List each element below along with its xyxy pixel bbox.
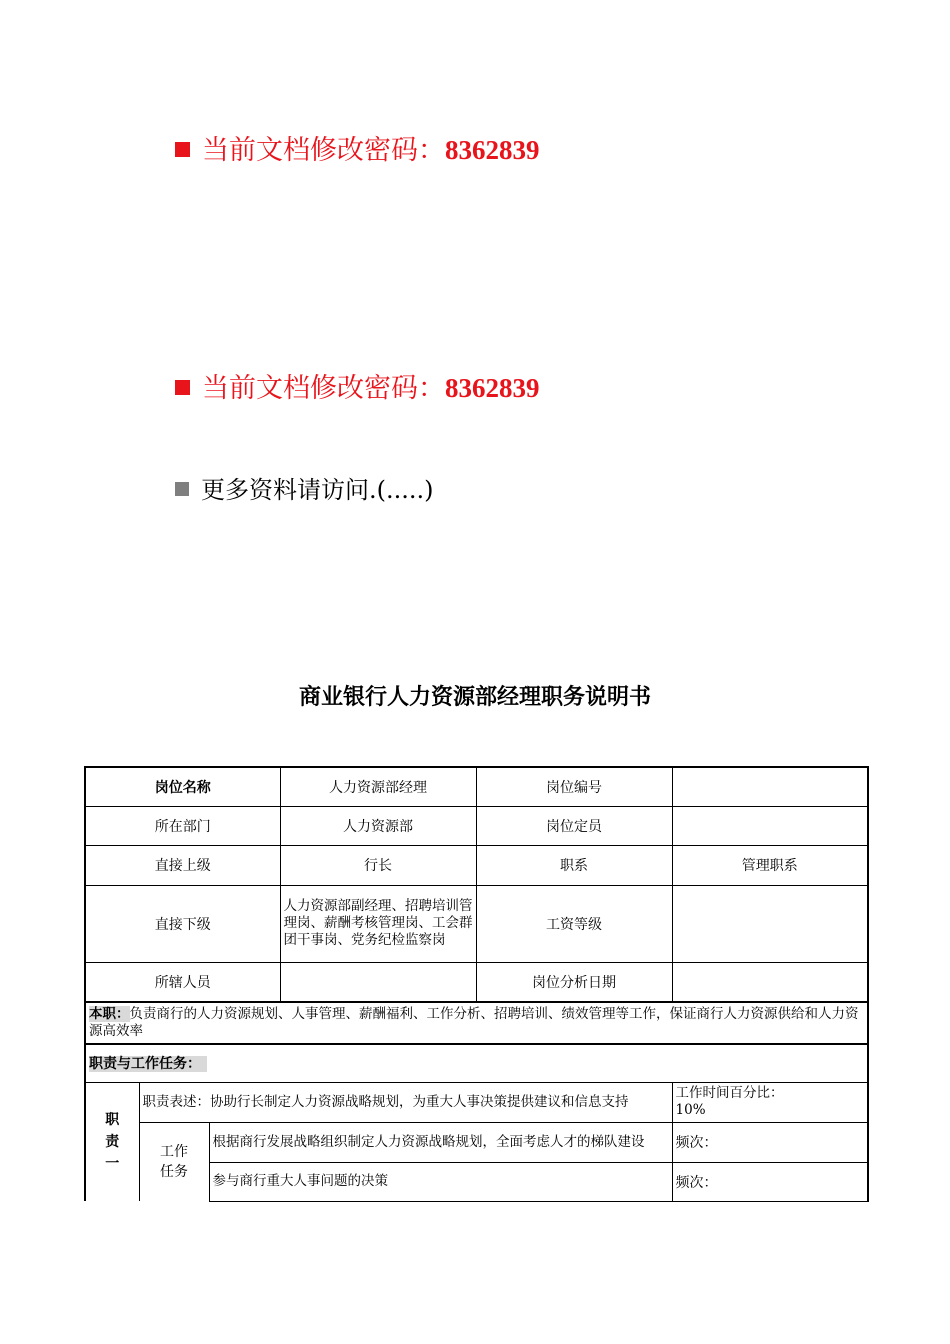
responsibility-1-description: 职责表述：协助行长制定人力资源战略规划，为重大人事决策提供建议和信息支持: [139, 1082, 672, 1122]
label-direct-subordinates: 直接下级: [85, 885, 280, 962]
tasks-header-row: [85, 1044, 868, 1082]
value-direct-subordinates: 人力资源部副经理、招聘培训管理岗、薪酬考核管理岗、工会群团干事岗、党务纪检监察岗: [280, 885, 476, 962]
duty-text: 负责商行的人力资源规划、人事管理、薪酬福利、工作分析、招聘培训、绩效管理等工作，保证商行人力资源供给和人力资源高效率: [89, 1006, 859, 1039]
password-notice-2: 当前文档修改密码：8362839: [175, 372, 540, 405]
duty-label: 本职：: [89, 1006, 130, 1022]
label-salary-grade: 工资等级: [476, 885, 672, 962]
label-position-name: 岗位名称: [85, 767, 280, 806]
label-job-family: 职系: [476, 845, 672, 885]
responsibility-1-label-cell: [85, 1082, 139, 1201]
value-department: 人力资源部: [280, 806, 476, 845]
label-direct-superior: 直接上级: [85, 845, 280, 885]
value-direct-superior: 行长: [280, 845, 476, 885]
task-1-text: 根据商行发展战略组织制定人力资源战略规划，全面考虑人才的梯队建设: [209, 1122, 672, 1162]
task-2-text: 参与商行重大人事问题的决策: [209, 1162, 672, 1201]
label-position-code: 岗位编号: [476, 767, 672, 806]
password-notice-1: 当前文档修改密码：8362839: [175, 134, 540, 167]
value-staff-under: [280, 962, 476, 1002]
label-analysis-date: 岗位分析日期: [476, 962, 672, 1002]
task-1-frequency: 频次：: [672, 1122, 868, 1162]
label-headcount: 岗位定员: [476, 806, 672, 845]
responsibility-1-label: 职责一: [105, 1111, 120, 1172]
value-analysis-date: [672, 962, 868, 1002]
label-staff-under: 所辖人员: [85, 962, 280, 1002]
label-department: 所在部门: [85, 806, 280, 845]
red-square-bullet-icon: [175, 380, 190, 395]
red-square-bullet-icon: [175, 142, 190, 157]
more-info-notice: 更多资料请访问.(.....): [175, 474, 434, 506]
value-headcount: [672, 806, 868, 845]
job-description-table: [84, 766, 869, 1202]
value-position-name: 人力资源部经理: [280, 767, 476, 806]
document-title: 商业银行人力资源部经理职务说明书: [298, 685, 651, 710]
responsibility-1-time-percent: 工作时间百分比： 10%: [672, 1082, 868, 1122]
value-position-code: [672, 767, 868, 806]
value-job-family: 管理职系: [672, 845, 868, 885]
work-tasks-label-cell: [139, 1122, 209, 1201]
task-2-frequency: 频次：: [672, 1162, 868, 1201]
duty-summary: [85, 1002, 868, 1044]
work-tasks-label: 工作任务: [160, 1143, 188, 1180]
tasks-header: 职责与工作任务：: [89, 1056, 207, 1072]
value-salary-grade: [672, 885, 868, 962]
gray-square-bullet-icon: [175, 482, 189, 496]
